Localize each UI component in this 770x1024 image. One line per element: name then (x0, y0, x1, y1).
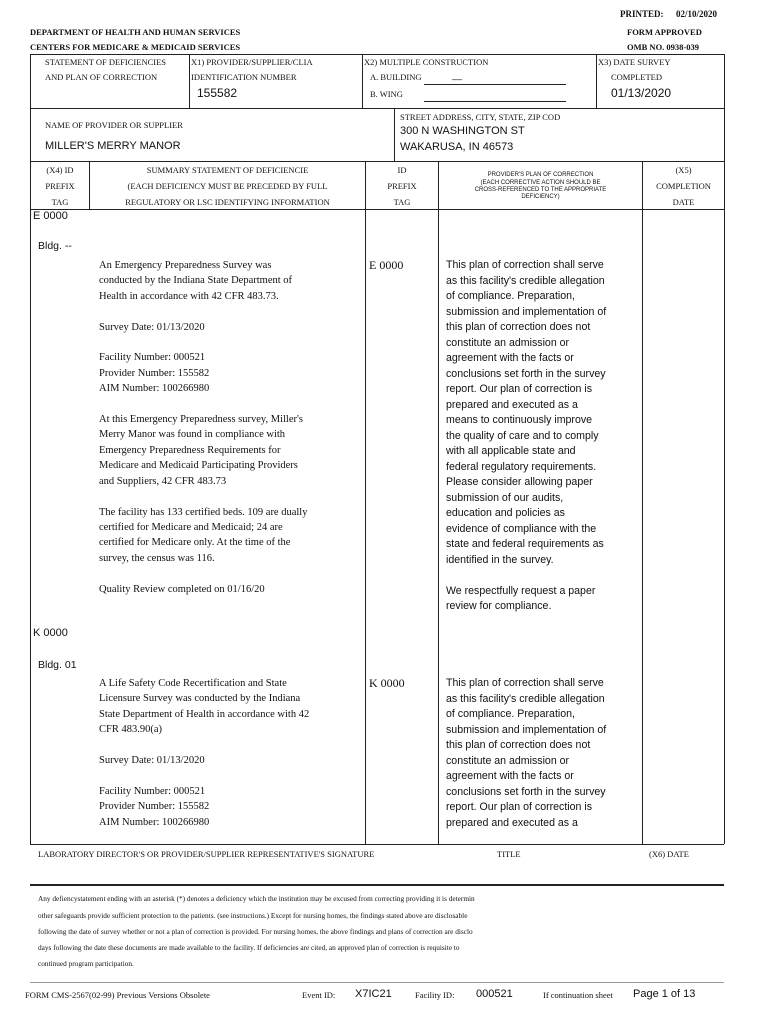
event-id-label: Event ID: (302, 990, 336, 1000)
id-header-1: ID (397, 165, 407, 175)
k-plan-text: This plan of correction shall serve as this facility's credible allegation of compliance. Preparation, submission and implementation of this plan of correction does not constitute an admission or agreement with the facts or conclusions set forth in the survey report. Our plan of correction is prepared and executed as a (446, 677, 607, 829)
summary-header-2: (EACH DEFICIENCY MUST BE PRECEDED BY FULL (127, 181, 328, 191)
x1-label-1: X1) PROVIDER/SUPPLIER/CLIA (191, 57, 313, 67)
e-building: Bldg. -- (38, 240, 72, 252)
id-header-2: PREFIX (387, 181, 417, 191)
summary-header-1: SUMMARY STATEMENT OF DEFICIENCIE (146, 165, 309, 175)
x4-header-1: (X4) ID (46, 165, 74, 175)
continuation-label: If continuation sheet (543, 990, 613, 1000)
date-label: (X6) DATE (649, 849, 689, 859)
e-id-tag: E 0000 (369, 258, 404, 272)
k-summary-text: A Life Safety Code Recertification and State Licensure Survey was conducted by the Indiana State Department of Health in accordance with 42 CFR 483.90(a) Survey Date: 01/13/2020 Facility Number: 000521 Provider Number: 155582 AIM Number: 100266980 (99, 678, 310, 828)
building-label: A. BUILDING (370, 72, 422, 82)
address-label: STREET ADDRESS, CITY, STATE, ZIP COD (400, 112, 561, 122)
x3-label-2: COMPLETED (611, 72, 662, 82)
wing-label: B. WING (370, 89, 403, 99)
x5-header-3: DATE (672, 197, 695, 207)
page-number: Page 1 of 13 (633, 988, 696, 1000)
survey-date: 01/13/2020 (611, 86, 672, 100)
x4-header-2: PREFIX (45, 181, 75, 191)
x4-header-3: TAG (51, 197, 69, 207)
disclaimer-line1: Any defiencystatement ending with an asterisk (*) denotes a deficiency which the institution may be excused from correcting providing it is determin (38, 894, 475, 903)
statement-label-1: STATEMENT OF DEFICIENCIES (45, 57, 167, 67)
x1-label-2: IDENTIFICATION NUMBER (191, 72, 297, 82)
x2-label: X2) MULTIPLE CONSTRUCTION (364, 57, 489, 67)
plan-header-3: CROSS-REFERENCED TO THE APPROPRIATE (474, 187, 607, 193)
facility-id: 000521 (476, 988, 513, 1000)
x5-header-1: (X5) (675, 165, 692, 175)
plan-header-2: (EACH CORRECTIVE ACTION SHOULD BE (480, 180, 601, 186)
x5-header-2: COMPLETION (656, 181, 711, 191)
e-tag: E 0000 (33, 210, 68, 222)
title-label: TITLE (497, 849, 521, 859)
event-id: X7IC21 (355, 988, 392, 1000)
form-approved: FORM APPROVED (627, 27, 702, 37)
summary-header-3: REGULATORY OR LSC IDENTIFYING INFORMATION (125, 197, 330, 207)
disclaimer-line4: days following the date these documents are made available to the facility. If deficiencies are cited, an approved plan of correction is requisite to (38, 943, 460, 952)
omb-number: OMB NO. 0938-039 (627, 42, 700, 52)
plan-header-1: PROVIDER'S PLAN OF CORRECTION (487, 172, 594, 178)
address-line2: WAKARUSA, IN 46573 (400, 141, 514, 153)
statement-label-2: AND PLAN OF CORRECTION (45, 72, 158, 82)
form-number: FORM CMS-2567(02-99) Previous Versions Obsolete (25, 990, 210, 1000)
id-header-3: TAG (393, 197, 411, 207)
provider-name-label: NAME OF PROVIDER OR SUPPLIER (45, 120, 183, 130)
disclaimer-line2: other safeguards provide sufficient protection to the patients. (see instructions.) Except for nursing homes, the findings stated above are disclosable (38, 911, 468, 920)
printed-date: 02/10/2020 (676, 9, 718, 19)
e-summary-text: An Emergency Preparedness Survey was conducted by the Indiana State Department of Health in accordance with 42 CFR 483.73. Survey Date: 01/13/2020 Facility Number: 000521 Provider Number: 155582 AIM Number: 100266980 At this Emergency Preparedness survey, Miller's Merry Manor was found in compliance with Emergency Preparedness Requirements for Medicare and Medicaid Participating Providers and Suppliers, 42 CFR 483.73 The facility has 133 certified beds. 109 are dually certified for Medicare and Medicaid; 24 are certified for Medicare only. At the time of the survey, the census was 116. Quality Review completed on 01/16/20 (99, 260, 308, 595)
address-line1: 300 N WASHINGTON ST (400, 125, 525, 137)
disclaimer-line3: following the date of survey whether or not a plan of correction is provided. For nursing homes, the above findings and plans of correction are disclo (38, 927, 473, 936)
e-plan-text: This plan of correction shall serve as this facility's credible allegation of compliance. Preparation, submission and implementation of this plan of correction does not constitute an admission or agreement with the facts or conclusions set forth in the survey report. Our plan of correction is prepared and executed as a means to continuously improve the quality of care and to comply with all applicable state and federal regulatory requirements. Please consider allowing paper submission of our audits, education and policies as evidence of compliance with the state and federal requirements as identified in the survey. We respectfully request a paper review for compliance. (446, 259, 607, 612)
facility-id-label: Facility ID: (415, 990, 455, 1000)
printed-label: PRINTED: (620, 9, 664, 19)
x3-label-1: X3) DATE SURVEY (598, 57, 671, 67)
agency-line2: CENTERS FOR MEDICARE & MEDICAID SERVICES (30, 42, 241, 52)
provider-id: 155582 (197, 86, 238, 100)
k-id-tag: K 0000 (369, 676, 405, 690)
k-building: Bldg. 01 (38, 659, 77, 671)
k-tag: K 0000 (33, 627, 68, 639)
agency-line1: DEPARTMENT OF HEALTH AND HUMAN SERVICES (30, 27, 241, 37)
signature-label: LABORATORY DIRECTOR'S OR PROVIDER/SUPPLIER REPRESENTATIVE'S SIGNATURE (38, 849, 375, 859)
disclaimer-line5: continued program participation. (38, 959, 134, 968)
provider-name: MILLER'S MERRY MANOR (45, 140, 181, 152)
plan-header-4: DEFICIENCY) (521, 194, 560, 200)
building-value: __ (452, 70, 463, 80)
